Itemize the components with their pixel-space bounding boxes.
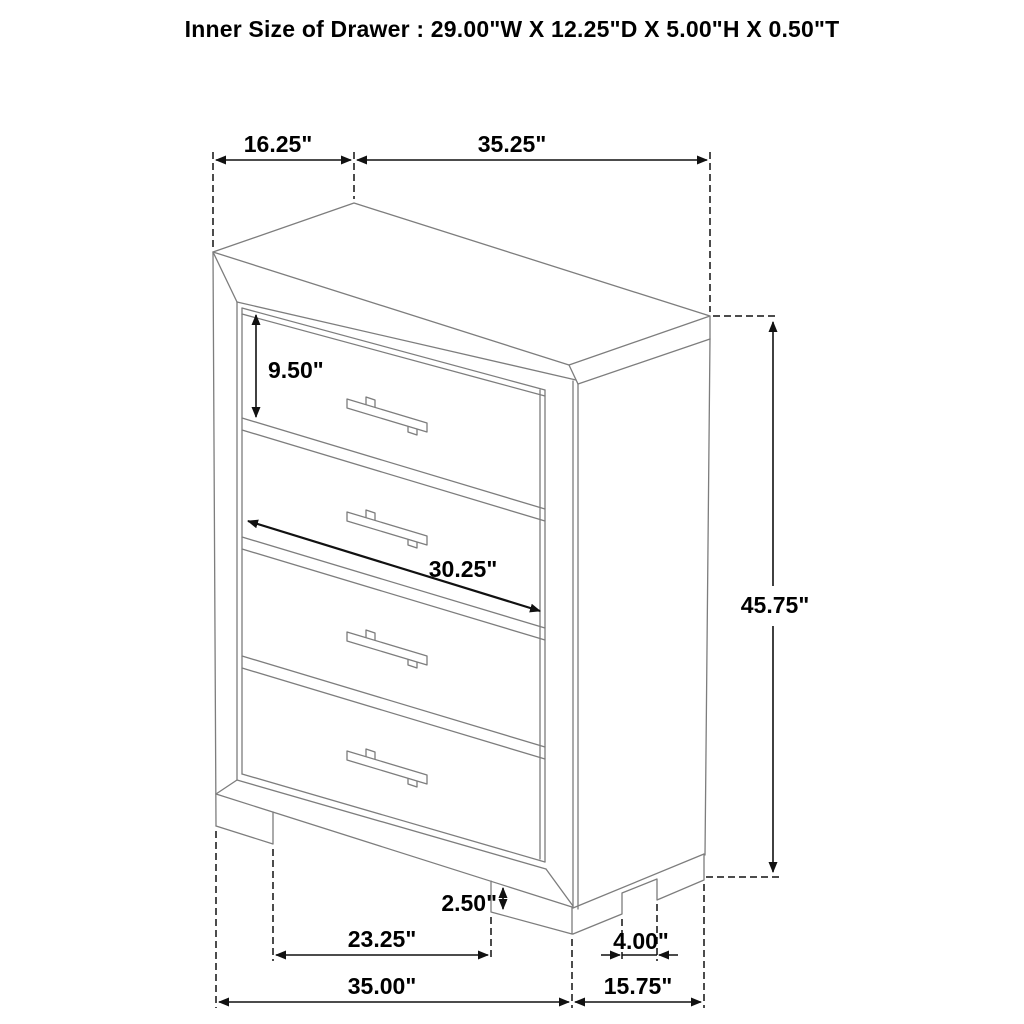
front-left-silhouette (213, 252, 216, 826)
dimension-overall-height (741, 322, 809, 872)
top-surface (213, 203, 710, 365)
drawer2-handle (347, 512, 427, 545)
drawer-rail-2b (242, 549, 545, 640)
drawer1-handle (347, 399, 427, 432)
front-left-leg (216, 812, 273, 844)
side-plinth-with-notch (573, 854, 704, 934)
dimension-label-top-width: 35.25" (477, 131, 547, 157)
side-bottom-edge (573, 854, 704, 908)
drawer3-handle (347, 632, 427, 665)
carcass-bottom-edge (216, 794, 572, 907)
diagram-title: Inner Size of Drawer : 29.00"W X 12.25"D X 5.00"H X 0.50"T (184, 16, 840, 42)
dimension-front-leg-clearance (276, 926, 488, 955)
dimension-label-drawer-height: 9.50" (268, 357, 324, 383)
dimension-base-width (219, 973, 569, 1002)
drawer-rail-1a (242, 418, 545, 509)
dimension-leg-height (441, 888, 503, 916)
dimension-label-base-depth: 15.75" (603, 973, 673, 999)
dimension-top-width (357, 131, 707, 160)
side-back-edge (705, 339, 710, 855)
dimension-label-front-leg-clearance: 23.25" (347, 926, 417, 952)
drawer-rail-2a (242, 537, 545, 628)
dimension-drawer-height (256, 315, 324, 417)
drawer-rail-3a (242, 656, 545, 747)
drawer4-handle (347, 751, 427, 784)
dimension-label-base-width: 35.00" (347, 973, 417, 999)
dimension-top-depth (216, 131, 351, 160)
dimension-label-overall-height: 45.75" (740, 592, 810, 618)
frame-bottom-inner (242, 774, 545, 862)
dimension-label-top-depth: 16.25" (243, 131, 313, 157)
dimension-side-leg-clearance (601, 928, 678, 955)
drawer-rail-3b (242, 668, 545, 759)
dimension-base-depth (575, 973, 701, 1002)
chest-side-panel (573, 339, 710, 908)
dimension-label-leg-height: 2.50" (441, 890, 497, 916)
drawer-rail-1b (242, 430, 545, 521)
dimension-label-side-leg-clearance: 4.00" (613, 928, 669, 954)
top-bevel-left-edge (213, 252, 237, 302)
dimension-label-drawer-width: 30.25" (428, 556, 498, 582)
frame-bottom-outer (237, 780, 546, 869)
bottom-bevel-left-edge (216, 780, 237, 794)
